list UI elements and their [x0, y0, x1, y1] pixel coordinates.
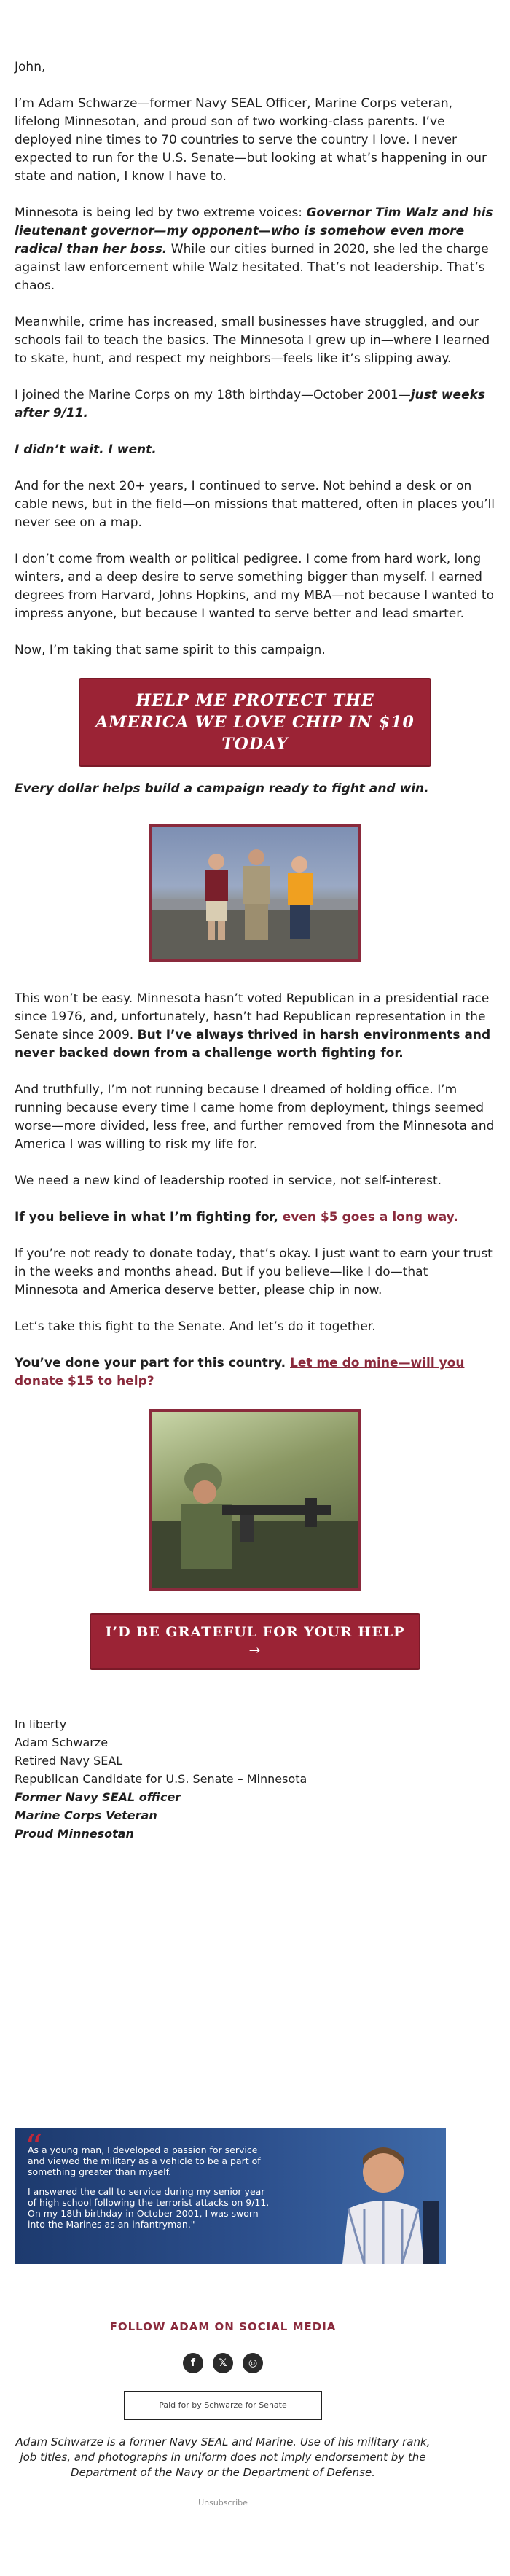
paragraph-leaders-end: While our cities burned in 2020, she led the charge against law enforcement while Walz hesitated. That’s not leadership. That’s chaos. — [15, 242, 489, 293]
paragraph-leaders — [15, 204, 495, 295]
tagline: Every dollar helps build a campaign ready to fight and win. — [15, 781, 429, 796]
donate-15-link[interactable]: Let me do mine—will you donate $15 to help? — [15, 1356, 465, 1389]
paragraph-leaders-start: Minnesota is being led by two extreme voices: — [15, 206, 307, 220]
quote-text — [28, 2144, 275, 2239]
paragraph-not-easy — [15, 990, 495, 1063]
signoff-closing: In liberty — [15, 1717, 67, 1731]
paragraph-leaders-emphasis: Governor Tim Walz and his lieutenant governor—my opponent—who is somehow even more radical than her boss. — [15, 206, 493, 257]
paragraph-serve: And for the next 20+ years, I continued to serve. Not behind a desk or on cable news, but in the field—on missions that mattered, often in places you’ll never see on a map. — [15, 479, 495, 530]
paragraph-background: I don’t come from wealth or political pedigree. I come from hard work, long winters, and a deep desire to serve something bigger than myself. I earned degrees from Harvard, Johns Hopkins, and my MBA—not because I wanted to impress anyone, but because I wanted to serve better and lead smarter. — [15, 552, 494, 621]
paid-for-box: Paid for by Schwarze for Senate — [124, 2391, 322, 2420]
paragraph-intro: I’m Adam Schwarze—former Navy SEAL Officer, Marine Corps veteran, lifelong Minnesotan, and proud son of two working-class parents. I’ve deployed nine times to 70 countries to serve the country I love. I never expected to run for the U.S. Senate—but looking at what’s happening in our state and nation, I know I have to. — [15, 96, 487, 184]
paragraph-done-part-start: You’ve done your part for this country. — [15, 1356, 290, 1370]
soldier-photo — [149, 1409, 361, 1591]
donate-5-link[interactable]: even $5 goes a long way. — [282, 1210, 458, 1225]
paragraph-not-ready: If you’re not ready to donate today, that’s okay. I just want to earn your trust in the weeks and months ahead. But if you believe—like I do—that Minnesota and America deserve better, please chip in now. — [15, 1246, 493, 1297]
follow-heading: FOLLOW ADAM ON SOCIAL MEDIA — [109, 2320, 337, 2333]
grateful-help-button[interactable]: I’D BE GRATEFUL FOR YOUR HELP → — [90, 1613, 420, 1670]
instagram-icon[interactable]: ◎ — [243, 2353, 263, 2373]
paragraph-joined — [15, 386, 495, 423]
paragraph-crime: Meanwhile, crime has increased, small businesses have struggled, and our schools fail to teach the basics. The Minnesota I grew up in—where I learned to skate, hunt, and respect my neighbors—feels like it’s slipping away. — [15, 315, 490, 366]
signoff-name: Adam Schwarze — [15, 1736, 109, 1749]
paragraph-spirit: Now, I’m taking that same spirit to this campaign. — [15, 643, 326, 657]
family-photo-art — [152, 827, 358, 959]
paragraph-believe-start: If you believe in what I’m fighting for, — [15, 1210, 283, 1225]
quote-mark: “ — [25, 2128, 43, 2168]
paragraph-truthfully: And truthfully, I’m not running because I dreamed of holding office. I’m running because every time I came home from deployment, things seemed worse—more divided, less free, and further removed from the Minnesota and America I was willing to risk my life for. — [15, 1082, 495, 1152]
paragraph-done-part — [15, 1354, 495, 1391]
candidate-portrait — [321, 2128, 446, 2264]
soldier-photo-art — [152, 1412, 358, 1588]
donate-10-button[interactable]: HELP ME PROTECT THE AMERICA WE LOVE CHIP IN $10 TODAY — [79, 678, 431, 767]
paragraph-leadership: We need a new kind of leadership rooted in service, not self-interest. — [15, 1174, 442, 1188]
quote-paragraph-2: I answered the call to service during my senior year of high school following the terrorist attacks on 9/11. On my 18th birthday in October 2001, I was sworn into the Marines as an infantryman." — [28, 2186, 270, 2230]
signoff — [15, 1715, 495, 1843]
signoff-candidacy: Republican Candidate for U.S. Senate – Minnesota — [15, 1772, 307, 1786]
greeting: John, — [15, 60, 46, 74]
signoff-title: Retired Navy SEAL — [15, 1754, 123, 1768]
signoff-marine: Marine Corps Veteran — [15, 1808, 157, 1822]
social-links — [0, 2353, 446, 2373]
paragraph-together: Let’s take this fight to the Senate. And let’s do it together. — [15, 1319, 376, 1334]
paragraph-not-easy-emphasis: But I’ve always thrived in harsh environments and never backed down from a challenge worth fighting for. — [15, 1028, 491, 1061]
signoff-minnesotan: Proud Minnesotan — [15, 1827, 134, 1841]
facebook-icon[interactable]: f — [183, 2353, 203, 2373]
paragraph-joined-emphasis: just weeks after 9/11. — [15, 388, 486, 421]
paragraph-not-easy-start: This won’t be easy. Minnesota hasn’t voted Republican in a presidential race since 1976, and, unfortunately, hasn’t had Republican representation in the Senate since 2009. — [15, 991, 490, 1042]
paragraph-believe — [15, 1209, 495, 1227]
paragraph-went: I didn’t wait. I went. — [15, 442, 157, 457]
family-photo — [149, 824, 361, 962]
x-icon[interactable]: 𝕏 — [213, 2353, 233, 2373]
paragraph-joined-start: I joined the Marine Corps on my 18th birthday—October 2001— — [15, 388, 411, 402]
signoff-seal: Former Navy SEAL officer — [15, 1790, 181, 1804]
quote-banner — [15, 2128, 446, 2264]
disclaimer: Adam Schwarze is a former Navy SEAL and Marine. Use of his military rank, job titles, and photographs in uniform does not imply endorsement by the Department of the Navy or the Department of Defense. — [15, 2435, 431, 2479]
unsubscribe-link[interactable]: Unsubscribe — [198, 2498, 248, 2507]
quote-paragraph-1: As a young man, I developed a passion for service and viewed the military as a vehicle to be a part of something greater than myself. — [28, 2144, 261, 2177]
